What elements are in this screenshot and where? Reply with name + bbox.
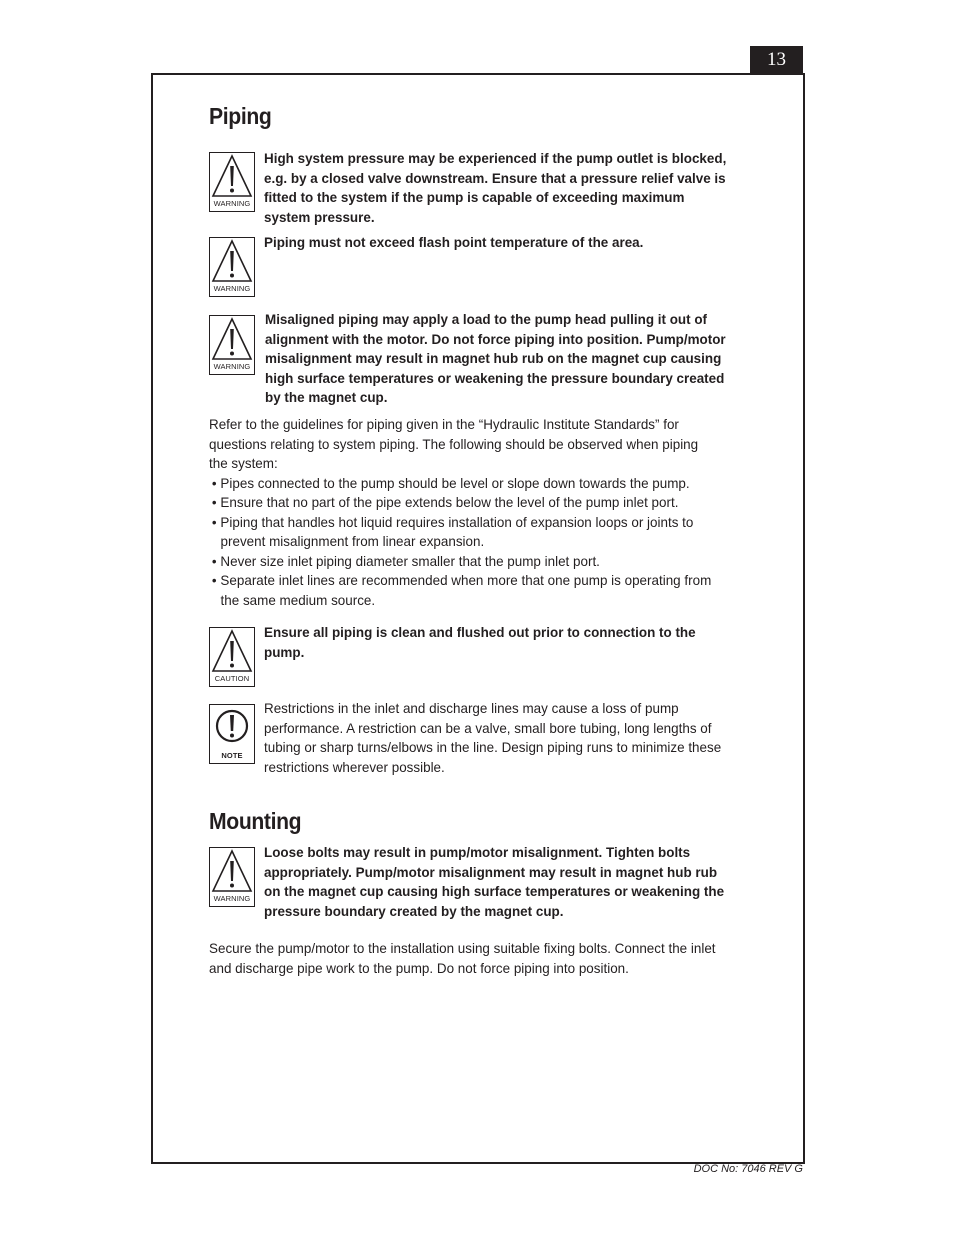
list-item: • Pipes connected to the pump should be level or slope down towards the pump. xyxy=(209,474,718,494)
warning-text: Misaligned piping may apply a load to the pump head pulling it out of alignment with the motor. Do not force piping into position. Pump/motor misalignment may result in magnet hub rub on the magnet cup causing high surface temperatures or weakening the pressure boundary created by the magnet cup. xyxy=(265,311,726,405)
mounting-heading: Mounting xyxy=(209,808,302,834)
piping-guidelines xyxy=(209,415,718,610)
warning-label: WARNING xyxy=(213,362,251,371)
piping-bullet-list xyxy=(209,474,718,611)
page-number: 13 xyxy=(750,46,803,74)
caution-symbol xyxy=(209,627,255,687)
list-item: • Ensure that no part of the pipe extends below the level of the pump inlet port. xyxy=(209,493,718,513)
warning-label: WARNING xyxy=(213,894,251,903)
caution-label: CAUTION xyxy=(214,674,250,683)
piping-heading: Piping xyxy=(209,103,272,129)
warning-symbol xyxy=(209,152,255,212)
note-symbol xyxy=(209,704,255,764)
mounting-body: Secure the pump/motor to the installation using suitable fixing bolts. Connect the inlet and discharge pipe work to the pump. Do not force piping into position. xyxy=(209,940,716,976)
caution-text: Ensure all piping is clean and flushed out prior to connection to the pump. xyxy=(264,624,696,660)
piping-intro: Refer to the guidelines for piping given in the “Hydraulic Institute Standards” for questions relating to system piping. The following should be observed when piping the system: xyxy=(209,416,699,471)
warning-symbol xyxy=(209,847,255,907)
warning-symbol xyxy=(209,315,255,375)
note-label: NOTE xyxy=(221,751,243,760)
warning-symbol xyxy=(209,237,255,297)
warning-text: Loose bolts may result in pump/motor misalignment. Tighten bolts appropriately. Pump/motor misalignment may result in magnet hub rub on the magnet cup causing high surface temperatures or weakening the pressure boundary created by the magnet cup. xyxy=(264,844,725,919)
warning-text: Piping must not exceed flash point temperature of the area. xyxy=(264,234,644,250)
warning-label: WARNING xyxy=(213,199,251,208)
warning-label: WARNING xyxy=(213,284,251,293)
list-item: • Separate inlet lines are recommended when more that one pump is operating from the same medium source. xyxy=(209,571,718,610)
doc-number: DOC No: 7046 REV G xyxy=(693,1163,803,1175)
note-text: Restrictions in the inlet and discharge lines may cause a loss of pump performance. A restriction can be a valve, small bore tubing, long lengths of tubing or sharp turns/elbows in the line. Design piping runs to minimize these restrictions wherever possible. xyxy=(264,700,722,775)
warning-text: High system pressure may be experienced if the pump outlet is blocked, e.g. by a closed valve downstream. Ensure that a pressure relief valve is fitted to the system if the pump is capable of exceeding maximum system pressure. xyxy=(264,150,727,225)
list-item: • Piping that handles hot liquid requires installation of expansion loops or joints to prevent misalignment from linear expansion. xyxy=(209,513,718,552)
list-item: • Never size inlet piping diameter smaller that the pump inlet port. xyxy=(209,552,718,572)
